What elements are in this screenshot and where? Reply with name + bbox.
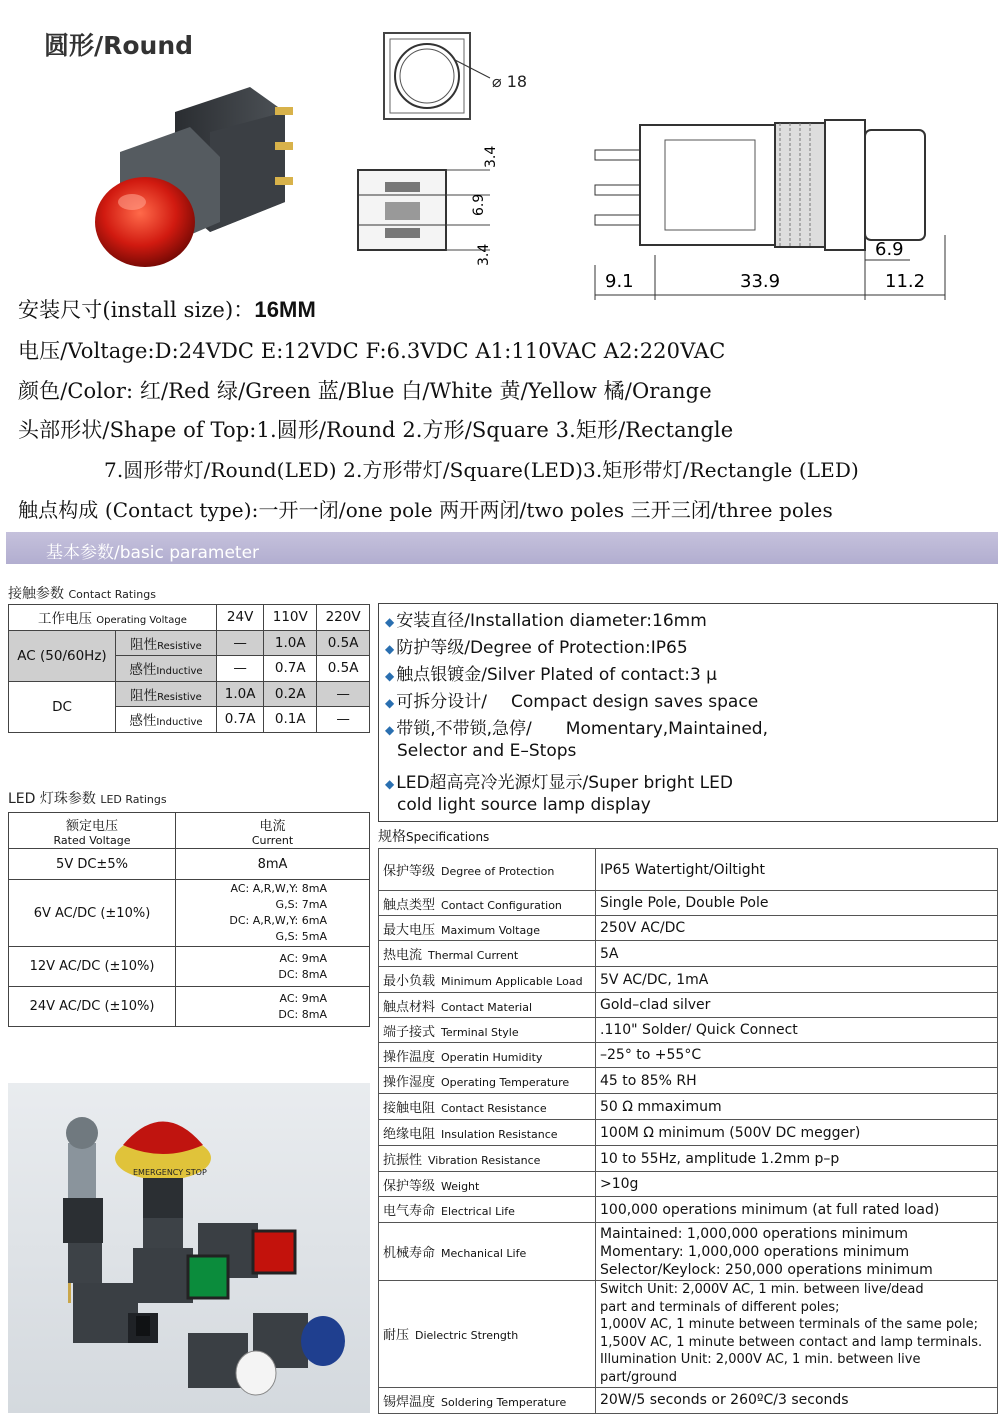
cr-cell: 0.7A xyxy=(216,707,263,733)
dim-bot: 3.4 xyxy=(476,243,492,266)
spec-value: 50 Ω mmaximum xyxy=(596,1094,998,1120)
spec-value: 5A xyxy=(596,941,998,967)
spec-value: 20W/5 seconds or 260ºC/3 seconds xyxy=(596,1387,998,1413)
product-photo xyxy=(80,82,320,277)
spec-key: 机械寿命 Mechanical Life xyxy=(379,1223,596,1281)
led-h2: 电流 Current xyxy=(176,813,370,849)
spec-value: Maintained: 1,000,000 operations minimum Momentary: 1,000,000 operations minimum Selector/Keylock: 250,000 operations minimum xyxy=(596,1223,998,1281)
feature-item: ◆ 带锁,不带锁,急停/ Momentary,Maintained, xyxy=(385,719,768,739)
spec-key: 绝缘电阻 Insulation Resistance xyxy=(379,1120,596,1146)
led-cell: 24V AC/DC (±10%) xyxy=(9,987,176,1027)
spec-key: 端子接式 Terminal Style xyxy=(379,1018,596,1043)
spec-key: 保护等级 Degree of Protection xyxy=(379,849,596,891)
spec-value: Gold–clad silver xyxy=(596,993,998,1018)
feature-item-cont: cold light source lamp display xyxy=(397,795,651,815)
cr-cell: 0.2A xyxy=(264,681,317,707)
dim-top: 3.4 xyxy=(483,145,499,168)
spec-key: 触点材料 Contact Material xyxy=(379,993,596,1018)
spec-key: 触点类型 Contact Configuration xyxy=(379,891,596,916)
led-cell: 8mA xyxy=(176,849,370,880)
dim-a: 9.1 xyxy=(605,271,634,292)
spec-key: 最小负载 Minimum Applicable Load xyxy=(379,967,596,993)
spec-value: 10 to 55Hz, amplitude 1.2mm p–p xyxy=(596,1146,998,1172)
section-band-label: 基本参数/basic parameter xyxy=(46,543,260,563)
contact-ratings-table xyxy=(8,604,370,733)
spec-key: 热电流 Thermal Current xyxy=(379,941,596,967)
feature-item-cont: Selector and E–Stops xyxy=(397,741,577,761)
dim-d: 11.2 xyxy=(885,271,926,292)
specifications-table xyxy=(378,848,998,1414)
led-cell: AC: 9mA DC: 8mA xyxy=(176,947,370,987)
feature-item: ◆ 触点银镀金/Silver Plated of contact:3 μ xyxy=(385,665,717,685)
spec-value: Single Pole, Double Pole xyxy=(596,891,998,916)
install-size-line xyxy=(18,294,316,324)
spec-value: Switch Unit: 2,000V AC, 1 min. between live/dead part and terminals of different poles; 1,000V AC, 1 minute between terminals of the same pole; 1,500V AC, 1 minute between contact and lamp terminals. Illumination Unit: 2,000V AC, 1 min. between live part/ground xyxy=(596,1281,998,1388)
shape-line-2: 7.圆形带灯/Round(LED) 2.方形带灯/Square(LED)3.矩形带灯/Rectangle (LED) xyxy=(104,458,859,482)
cr-resistive: 阻性Resistive xyxy=(116,681,217,707)
spec-key: 保护等级 Weight xyxy=(379,1172,596,1197)
shape-line-1: 头部形状/Shape of Top:1.圆形/Round 2.方形/Square 3.矩形/Rectangle xyxy=(18,418,734,442)
bullet-icon: ◆ xyxy=(385,615,395,629)
install-size-value: 16MM xyxy=(254,297,316,322)
led-ratings-table xyxy=(8,812,370,1027)
diameter-label: ⌀ 18 xyxy=(492,72,528,91)
spec-caption: 规格Specifications xyxy=(378,829,490,845)
bullet-icon: ◆ xyxy=(385,723,395,737)
spec-key: 操作温度 Operatin Humidity xyxy=(379,1043,596,1068)
led-h1: 额定电压 Rated Voltage xyxy=(9,813,176,849)
cr-resistive: 阻性Resistive xyxy=(116,630,217,656)
cr-col-220v: 220V xyxy=(317,605,370,631)
bullet-icon: ◆ xyxy=(385,642,395,656)
profile-drawing xyxy=(585,95,965,300)
contact-type-line: 触点构成 (Contact type):一开一闭/one pole 两开两闭/two poles 三开三闭/three poles xyxy=(18,498,833,522)
feature-item: ◆ 可拆分设计/ Compact design saves space xyxy=(385,692,759,712)
bullet-icon: ◆ xyxy=(385,669,395,683)
led-cell: AC: A,R,W,Y: 8mA G,S: 7mA DC: A,R,W,Y: 6mA G,S: 5mA xyxy=(176,880,370,947)
spec-value: .110" Solder/ Quick Connect xyxy=(596,1018,998,1043)
spec-key: 最大电压 Maximum Voltage xyxy=(379,916,596,941)
page-title: 圆形/Round xyxy=(44,31,194,60)
contact-ratings-caption: 接触参数 Contact Ratings xyxy=(8,586,156,602)
feature-item: ◆ 安装直径/Installation diameter:16mm xyxy=(385,611,707,631)
feature-item: ◆ LED超高亮冷光源灯显示/Super bright LED xyxy=(385,773,733,793)
cr-inductive: 感性Inductive xyxy=(116,656,217,682)
cr-cell: 0.5A xyxy=(317,656,370,682)
spec-key: 耐压 Dielectric Strength xyxy=(379,1281,596,1388)
cr-cell: 1.0A xyxy=(216,681,263,707)
cr-col-110v: 110V xyxy=(264,605,317,631)
spec-value: 100,000 operations minimum (at full rated load) xyxy=(596,1197,998,1223)
cr-cell: 0.1A xyxy=(264,707,317,733)
spec-key: 电气寿命 Electrical Life xyxy=(379,1197,596,1223)
voltage-line: 电压/Voltage:D:24VDC E:12VDC F:6.3VDC A1:110VAC A2:220VAC xyxy=(18,339,726,363)
spec-value: 250V AC/DC xyxy=(596,916,998,941)
install-size-label: 安装尺寸(install size)： xyxy=(18,298,255,322)
dim-mid: 6.9 xyxy=(471,193,487,216)
front-view-drawing xyxy=(380,30,550,125)
product-range-photo xyxy=(8,1083,370,1413)
dim-b: 33.9 xyxy=(740,271,781,292)
color-line: 颜色/Color: 红/Red 绿/Green 蓝/Blue 白/White 黄/Yellow 橘/Orange xyxy=(18,379,712,403)
cr-cell: 1.0A xyxy=(264,630,317,656)
spec-value: 5V AC/DC, 1mA xyxy=(596,967,998,993)
led-cell: 6V AC/DC (±10%) xyxy=(9,880,176,947)
spec-key: 接触电阻 Contact Resistance xyxy=(379,1094,596,1120)
cr-cell: 0.7A xyxy=(264,656,317,682)
spec-value: –25° to +55°C xyxy=(596,1043,998,1068)
led-cell: 12V AC/DC (±10%) xyxy=(9,947,176,987)
spec-value: 100M Ω minimum (500V DC megger) xyxy=(596,1120,998,1146)
spec-value: >10g xyxy=(596,1172,998,1197)
cr-inductive: 感性Inductive xyxy=(116,707,217,733)
cr-cell: — xyxy=(216,656,263,682)
spec-key: 操作湿度 Operating Temperature xyxy=(379,1068,596,1094)
bullet-icon: ◆ xyxy=(385,696,395,710)
features-box xyxy=(378,603,998,822)
feature-item: ◆ 防护等级/Degree of Protection:IP65 xyxy=(385,638,688,658)
cr-dc-label: DC xyxy=(9,681,116,732)
cr-col-24v: 24V xyxy=(216,605,263,631)
dim-c: 6.9 xyxy=(875,239,904,260)
led-cell: AC: 9mA DC: 8mA xyxy=(176,987,370,1027)
spec-key: 抗振性 Vibration Resistance xyxy=(379,1146,596,1172)
estop-label: EMERGENCY STOP xyxy=(133,1168,207,1177)
spec-value: IP65 Watertight/Oiltight xyxy=(596,849,998,891)
section-band xyxy=(6,532,998,564)
cr-cell: — xyxy=(216,630,263,656)
cr-cell: — xyxy=(317,707,370,733)
led-ratings-caption: LED 灯珠参数 LED Ratings xyxy=(8,791,167,807)
spec-key: 锡焊温度 Soldering Temperature xyxy=(379,1387,596,1413)
cr-header: 工作电压 Operating Voltage xyxy=(9,605,217,631)
cr-ac-label: AC (50/60Hz) xyxy=(9,630,116,681)
cr-cell: 0.5A xyxy=(317,630,370,656)
side-view-drawing xyxy=(355,140,505,280)
cr-cell: — xyxy=(317,681,370,707)
bullet-icon: ◆ xyxy=(385,777,395,791)
spec-value: 45 to 85% RH xyxy=(596,1068,998,1094)
led-cell: 5V DC±5% xyxy=(9,849,176,880)
